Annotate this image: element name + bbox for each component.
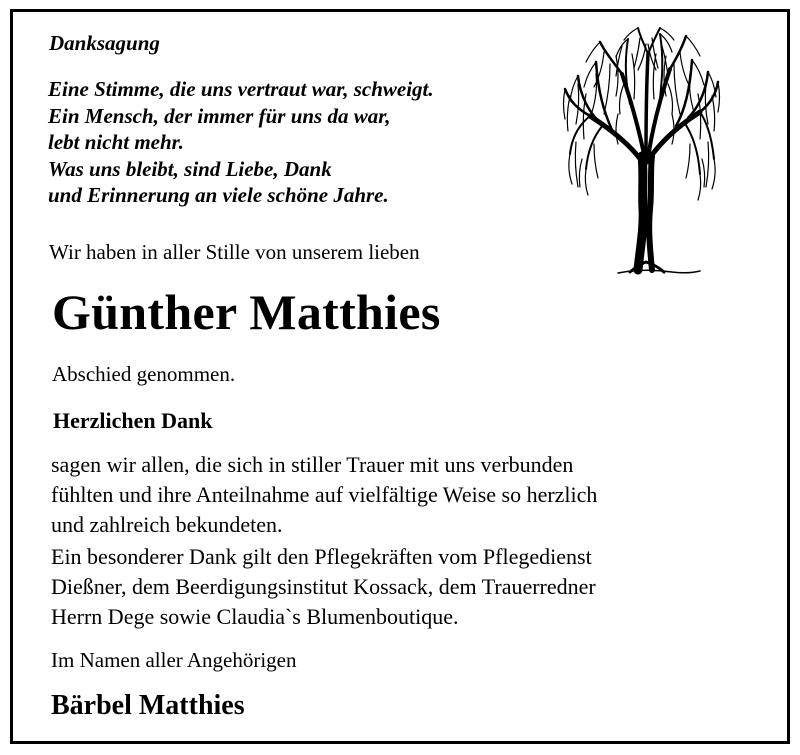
poem-line: und Erinnerung an viele schöne Jahre.: [48, 183, 389, 207]
on-behalf-text: Im Namen aller Angehörigen: [51, 648, 297, 672]
tree-icon: [560, 24, 722, 276]
special-thanks-paragraph: [51, 542, 596, 632]
farewell-text: Abschied genommen.: [52, 362, 236, 386]
notice-heading: Danksagung: [49, 31, 160, 55]
poem-line: Was uns bleibt, sind Liebe, Dank: [48, 156, 332, 181]
thanks-line: und zahlreich bekundeten.: [51, 512, 283, 537]
intro-text: Wir haben in aller Stille von unserem lieben: [49, 240, 420, 264]
thanks-line: fühlten und ihre Anteilnahme auf vielfältige Weise so herzlich: [51, 482, 598, 507]
special-thanks-line: Herrn Dege sowie Claudia`s Blumenboutique.: [51, 604, 459, 629]
poem-line: Eine Stimme, die uns vertraut war, schweigt.: [48, 77, 434, 101]
thanks-heading: Herzlichen Dank: [53, 408, 213, 433]
deceased-name: Günther Matthies: [52, 284, 441, 340]
special-thanks-line: Ein besonderer Dank gilt den Pflegekräften vom Pflegedienst: [51, 544, 592, 569]
thanks-paragraph: [51, 450, 597, 540]
poem-line: Ein Mensch, der immer für uns da war,: [48, 103, 391, 128]
signer-name: Bärbel Matthies: [51, 690, 245, 721]
poem-line: lebt nicht mehr.: [48, 130, 184, 154]
special-thanks-line: Dießner, dem Beerdigungsinstitut Kossack, dem Trauerredner: [51, 574, 596, 599]
poem: [48, 76, 434, 209]
thanks-line: sagen wir allen, die sich in stiller Trauer mit uns verbunden: [51, 452, 574, 477]
